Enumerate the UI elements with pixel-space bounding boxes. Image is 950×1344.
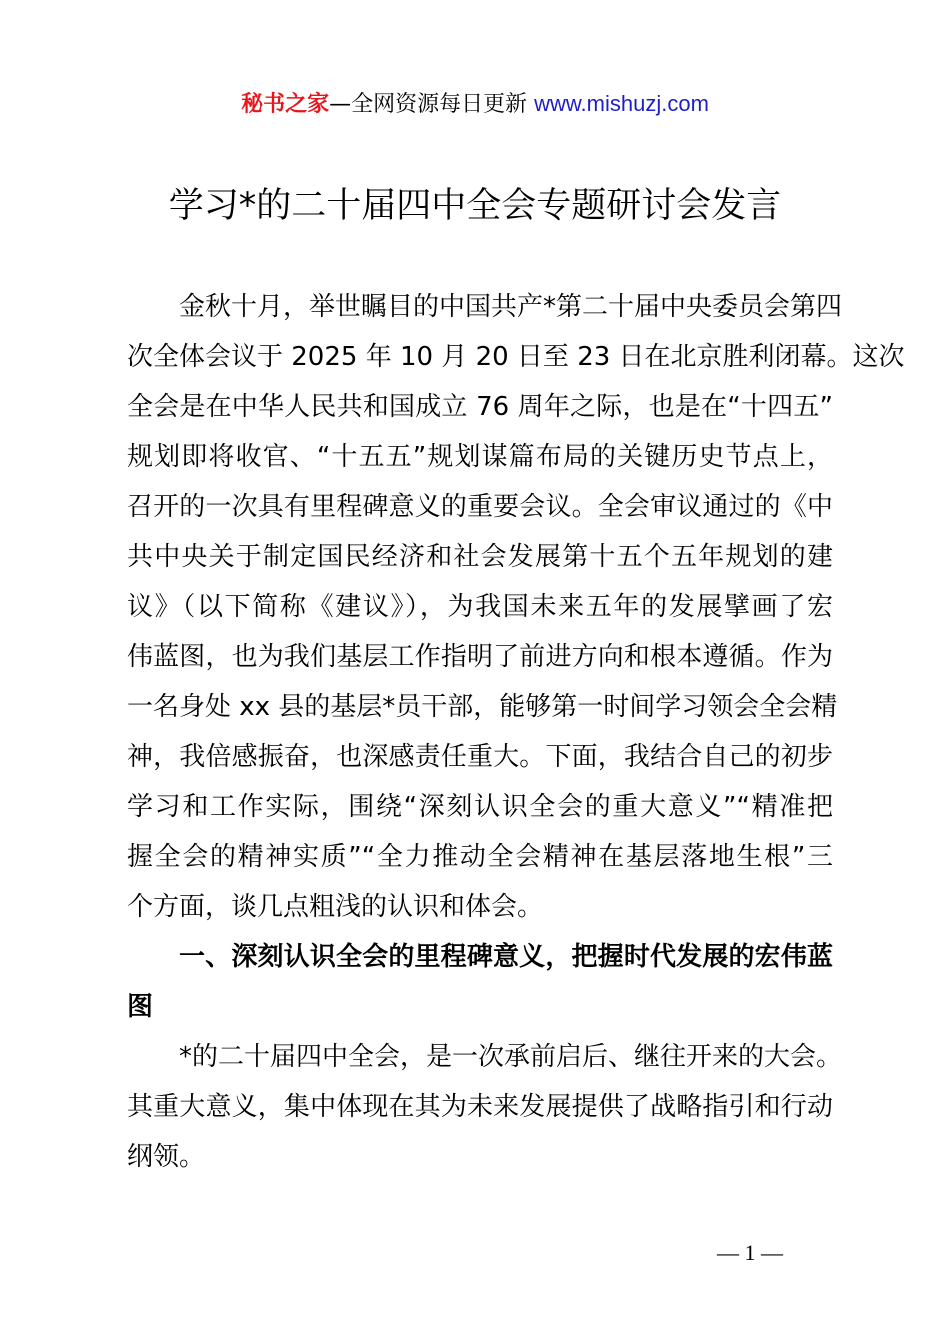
paragraph-line: 全会是在中华人民共和国成立 76 周年之际，也是在“十四五” [127,392,833,422]
brand-name: 秘书之家 [241,92,330,117]
paragraph-line: *的二十届四中全会，是一次承前启后、继往开来的大会。 [179,1042,843,1072]
section-heading-line: 一、深刻认识全会的里程碑意义，把握时代发展的宏伟蓝 [179,942,833,972]
section-heading-line: 图 [127,992,154,1022]
paragraph-line: 其重大意义，集中体现在其为未来发展提供了战略指引和行动 [127,1092,833,1122]
page-number: — 1 — [717,1240,783,1265]
paragraph-line: 召开的一次具有里程碑意义的重要会议。全会审议通过的《中 [127,492,833,522]
paragraph-line: 个方面，谈几点粗浅的认识和体会。 [127,892,544,922]
site-url-link[interactable]: www.mishuzj.com [534,91,709,116]
paragraph-line: 伟蓝图，也为我们基层工作指明了前进方向和根本遵循。作为 [127,642,833,672]
site-banner [0,88,950,121]
banner-tagline: —全网资源每日更新 [329,92,535,117]
paragraph-line: 学习和工作实际，围绕“深刻认识全会的重大意义”“精准把 [127,792,833,822]
paragraph-line: 一名身处 xx 县的基层*员干部，能够第一时间学习领会全会精 [127,692,838,722]
document-title: 学习*的二十届四中全会专题研讨会发言 [168,186,782,226]
paragraph-line: 金秋十月，举世瞩目的中国共产*第二十届中央委员会第四 [179,292,843,322]
paragraph-line: 纲领。 [127,1142,206,1172]
document-body [127,282,905,1182]
paragraph-line: 议》（以下简称《建议》），为我国未来五年的发展擘画了宏 [127,592,833,622]
paragraph-line: 规划即将收官、“十五五”规划谋篇布局的关键历史节点上， [127,442,833,472]
paragraph-line: 神，我倍感振奋，也深感责任重大。下面，我结合自己的初步 [127,742,833,772]
paragraph-line: 次全体会议于 2025 年 10 月 20 日至 23 日在北京胜利闭幕。这次 [127,342,905,372]
paragraph-line: 握全会的精神实质”“全力推动全会精神在基层落地生根”三 [127,842,833,872]
paragraph-line: 共中央关于制定国民经济和社会发展第十五个五年规划的建 [127,542,833,572]
